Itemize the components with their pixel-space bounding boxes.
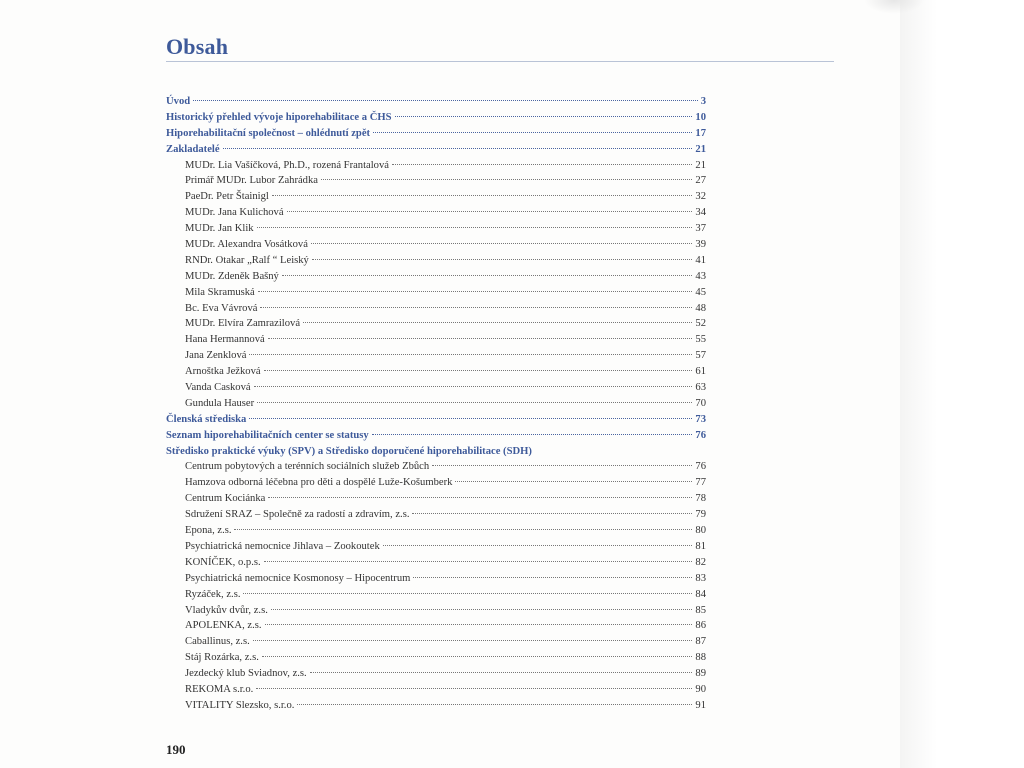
toc-dot-leader — [392, 164, 692, 165]
toc-entry — [166, 634, 706, 650]
toc-entry-label: Mila Skramuská — [185, 286, 255, 298]
toc-entry — [166, 94, 706, 110]
toc-dot-leader — [234, 529, 692, 530]
toc-entry — [166, 237, 706, 253]
toc-entry-page: 61 — [695, 366, 706, 378]
toc-entry — [166, 189, 706, 205]
toc-entry-label: Seznam hiporehabilitačních center se statusy — [166, 429, 369, 441]
toc-entry-label: Primář MUDr. Lubor Zahrádka — [185, 175, 318, 187]
toc-dot-leader — [312, 259, 693, 260]
toc-entry — [166, 491, 706, 507]
toc-entry-label: MUDr. Zdeněk Bašný — [185, 270, 279, 282]
toc-entry — [166, 682, 706, 698]
toc-entry-label: Centrum Kociánka — [185, 493, 266, 505]
toc-dot-leader — [264, 370, 693, 371]
toc-entry-page: 32 — [695, 191, 706, 203]
toc-entry — [166, 698, 706, 714]
toc-dot-leader — [254, 386, 693, 387]
toc-dot-leader — [311, 243, 693, 244]
page-edge-shadow — [900, 0, 1024, 768]
toc-dot-leader — [260, 307, 692, 308]
toc-entry — [166, 618, 706, 634]
toc-entry-page: 70 — [695, 397, 706, 409]
toc-entry — [166, 126, 706, 142]
toc-entry-page: 17 — [695, 127, 706, 139]
toc-entry-page: 63 — [695, 382, 706, 394]
toc-entry — [166, 253, 706, 269]
toc-entry-page: 85 — [695, 604, 706, 616]
toc-entry-page: 21 — [695, 143, 706, 155]
toc-entry-page: 88 — [695, 652, 706, 664]
toc-entry-label: Caballinus, z.s. — [185, 636, 250, 648]
toc-entry-page: 57 — [695, 350, 706, 362]
toc-entry-label: RNDr. Otakar „Ralf “ Leiský — [185, 254, 309, 266]
toc-dot-leader — [265, 624, 693, 625]
toc-entry-label: VITALITY Slezsko, s.r.o. — [185, 699, 295, 711]
toc-entry-label: MUDr. Lia Vašíčková, Ph.D., rozená Frantalová — [185, 159, 389, 171]
toc-dot-leader — [413, 577, 692, 578]
toc-entry — [166, 173, 706, 189]
toc-entry-page: 34 — [695, 207, 706, 219]
toc-dot-leader — [193, 100, 698, 101]
toc-dot-leader — [271, 609, 693, 610]
toc-entry — [166, 396, 706, 412]
toc-entry — [166, 301, 706, 317]
toc-dot-leader — [303, 322, 692, 323]
toc-dot-leader — [287, 211, 693, 212]
toc-entry — [166, 444, 706, 460]
toc-entry-page: 10 — [695, 111, 706, 123]
toc-entry-page: 83 — [695, 572, 706, 584]
toc-entry-page: 78 — [695, 493, 706, 505]
toc-entry — [166, 539, 706, 555]
toc-entry-label: Středisko praktické výuky (SPV) a Středisko doporučené hiporehabilitace (SDH) — [166, 445, 532, 457]
toc-entry-page: 89 — [695, 668, 706, 680]
toc-entry-page: 87 — [695, 636, 706, 648]
toc-dot-leader — [310, 672, 693, 673]
toc-entry-page: 27 — [695, 175, 706, 187]
toc-entry — [166, 221, 706, 237]
toc-entry-label: PaeDr. Petr Štainigl — [185, 191, 269, 203]
toc-dot-leader — [395, 116, 693, 117]
toc-entry-label: MUDr. Elvíra Zamrazilová — [185, 318, 301, 330]
toc-entry-page: 86 — [695, 620, 706, 632]
toc-entry — [166, 285, 706, 301]
toc-entry-label: Vladykův dvůr, z.s. — [185, 604, 268, 616]
toc-entry — [166, 459, 706, 475]
toc-entry-label: Epona, z.s. — [185, 525, 232, 537]
toc-entry — [166, 650, 706, 666]
toc-dot-leader — [432, 465, 692, 466]
toc-entry-label: Psychiatrická nemocnice Kosmonosy – Hipocentrum — [185, 572, 411, 584]
toc-entry-page: 37 — [695, 223, 706, 235]
toc-entry — [166, 205, 706, 221]
toc-entry-page: 76 — [695, 429, 706, 441]
page-title: Obsah — [166, 34, 229, 59]
toc-entry-label: Úvod — [166, 96, 191, 107]
toc-entry-page: 81 — [695, 540, 706, 552]
toc-entry-label: Psychiatrická nemocnice Jihlava – Zookoutek — [185, 540, 380, 552]
toc-entry-label: Hana Hermannová — [185, 334, 265, 346]
toc-entry-page: 90 — [695, 683, 706, 695]
toc-entry-page: 39 — [695, 239, 706, 251]
toc-dot-leader — [272, 195, 693, 196]
toc-dot-leader — [257, 227, 693, 228]
toc-entry-label: Jezdecký klub Sviadnov, z.s. — [185, 668, 307, 680]
toc-dot-leader — [258, 291, 693, 292]
toc-entry-page: 55 — [695, 334, 706, 346]
toc-entry-page: 21 — [695, 159, 706, 171]
toc-entry-label: Sdružení SRAZ – Společně za radostí a zdravím, z.s. — [185, 509, 410, 521]
toc-entry — [166, 332, 706, 348]
toc-entry-label: Stáj Rozárka, z.s. — [185, 652, 259, 664]
toc-entry — [166, 142, 706, 158]
scan-corner-mark — [864, 0, 924, 14]
toc-entry — [166, 110, 706, 126]
toc-entry-label: Hiporehabilitační společnost – ohlédnutí zpět — [166, 127, 371, 139]
toc-entry-label: APOLENKA, z.s. — [185, 620, 262, 632]
toc-entry — [166, 523, 706, 539]
toc-entry-label: Ryzáček, z.s. — [185, 588, 241, 600]
toc-dot-leader — [321, 179, 692, 180]
toc-dot-leader — [373, 132, 692, 133]
toc-dot-leader — [264, 561, 693, 562]
toc-entry-page: 43 — [695, 270, 706, 282]
toc-dot-leader — [297, 704, 692, 705]
toc-entry-page: 45 — [695, 286, 706, 298]
toc-entry-label: Historický přehled vývoje hiporehabilitace a ČHS — [166, 111, 392, 123]
toc-entry-label: Centrum pobytových a terénních sociálních služeb Zbůch — [185, 461, 430, 473]
toc-entry-page: 73 — [695, 413, 706, 425]
toc-entry — [166, 428, 706, 444]
toc-entry-page: 80 — [695, 525, 706, 537]
toc-entry-label: KONÍČEK, o.p.s. — [185, 556, 261, 568]
toc-entry-label: Arnoštka Ježková — [185, 366, 261, 378]
toc-entry-label: Hamzova odborná léčebna pro děti a dospělé Luže-Košumberk — [185, 477, 453, 489]
toc-entry-label: Vanda Casková — [185, 382, 251, 394]
toc-entry-page: 76 — [695, 461, 706, 473]
toc-entry — [166, 269, 706, 285]
title-rule — [166, 61, 834, 62]
toc-dot-leader — [256, 688, 692, 689]
toc-dot-leader — [262, 656, 693, 657]
toc-entry-page: 3 — [700, 96, 706, 107]
toc-dot-leader — [383, 545, 693, 546]
toc-dot-leader — [372, 434, 693, 435]
toc-entry — [166, 364, 706, 380]
toc-dot-leader — [253, 640, 693, 641]
toc-entry-page: 91 — [695, 699, 706, 711]
toc-dot-leader — [249, 354, 692, 355]
toc-entry-page: 77 — [695, 477, 706, 489]
toc-entry — [166, 555, 706, 571]
toc-entry-label: Jana Zenklová — [185, 350, 247, 362]
toc-entry — [166, 571, 706, 587]
toc-entry — [166, 666, 706, 682]
toc-entry-page: 41 — [695, 254, 706, 266]
toc-entry-page: 52 — [695, 318, 706, 330]
toc-entry-label: REKOMA s.r.o. — [185, 683, 254, 695]
toc-dot-leader — [412, 513, 692, 514]
toc-entry — [166, 380, 706, 396]
page-number: 190 — [166, 742, 186, 757]
toc-entry-page: 82 — [695, 556, 706, 568]
toc-entry-label: Zakladatelé — [166, 143, 220, 155]
toc-dot-leader — [243, 593, 692, 594]
toc-entry — [166, 412, 706, 428]
toc-dot-leader — [268, 497, 692, 498]
toc-dot-leader — [282, 275, 693, 276]
toc-entry-page: 84 — [695, 588, 706, 600]
toc-entry-page: 79 — [695, 509, 706, 521]
toc-entry-label: Členská střediska — [166, 413, 247, 425]
toc-entry-label: MUDr. Jan Klik — [185, 223, 254, 235]
toc-entry — [166, 316, 706, 332]
toc-entry — [166, 348, 706, 364]
toc-dot-leader — [249, 418, 692, 419]
toc-entry-page: 48 — [695, 302, 706, 314]
toc-entry — [166, 603, 706, 619]
toc-entry — [166, 475, 706, 491]
toc-entry — [166, 507, 706, 523]
toc-dot-leader — [268, 338, 693, 339]
toc-entry — [166, 587, 706, 603]
toc-entry-label: MUDr. Alexandra Vosátková — [185, 239, 308, 251]
toc-entry-label: Gundula Hauser — [185, 397, 255, 409]
table-of-contents — [166, 94, 706, 714]
toc-entry — [166, 158, 706, 174]
toc-dot-leader — [257, 402, 692, 403]
toc-entry-label: Bc. Eva Vávrová — [185, 302, 258, 314]
toc-dot-leader — [455, 481, 692, 482]
toc-entry-label: MUDr. Jana Kulichová — [185, 207, 284, 219]
toc-dot-leader — [223, 148, 693, 149]
